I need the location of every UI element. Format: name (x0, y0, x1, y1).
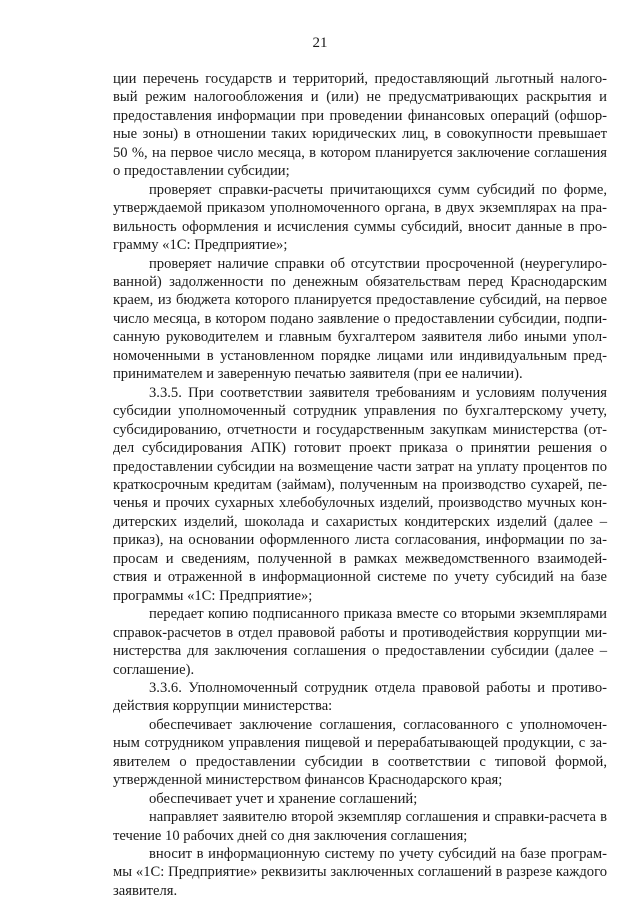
text-line: обеспечивает учет и хранение соглашений; (149, 790, 418, 807)
paragraph (113, 70, 607, 181)
text-line: предоставления информации при проведении финансовых операций (офшор- (113, 107, 607, 124)
text-line: явителем о предоставлении субсидии в соответствии с типовой формой, (113, 753, 607, 770)
text-line: 3.3.6. Уполномоченный сотрудник отдела правовой работы и противо- (149, 679, 607, 696)
paragraph (113, 845, 607, 900)
text-line: ствия и отраженной в информационной системе по учету субсидий на базе (113, 569, 607, 586)
text-line: ванной) задолженности по денежным обязательствам перед Краснодарским (113, 273, 607, 290)
text-line: дел субсидирования АПК) готовит проект приказа о принятии решения о (113, 440, 607, 457)
text-line: ные зоны) в отношении таких юридических лиц, в совокупности превышает (113, 126, 607, 143)
text-line: краем, из бюджета которого планируется предоставление субсидий, на первое (113, 292, 607, 309)
text-line: мы «1С: Предприятие» реквизиты заключенных соглашений в разрезе каждого (113, 864, 607, 881)
text-line: просам и сведениям, полученной в рамках межведомственного взаимодей- (113, 550, 607, 567)
text-line: действия коррупции министерства: (113, 698, 333, 715)
text-line: грамму «1С: Предприятие»; (113, 237, 288, 254)
paragraph (113, 384, 607, 605)
text-line: обеспечивает заключение соглашения, согласованного с уполномочен- (149, 716, 607, 733)
text-line: субсидии уполномоченный сотрудник управления по бухгалтерскому учету, (113, 403, 607, 420)
paragraph (113, 808, 607, 845)
document-body (113, 70, 607, 900)
text-line: число месяца, в котором подано заявление о предоставлении субсидии, подпи- (113, 310, 607, 327)
text-line: санную руководителем и главным бухгалтером заявителя либо иными упол- (113, 329, 607, 346)
text-line: ции перечень государств и территорий, предоставляющий льготный налого- (113, 71, 607, 87)
page-number: 21 (312, 35, 328, 51)
paragraph (113, 716, 607, 790)
text-line: предоставлении субсидии на возмещение части затрат на уплату процентов по (113, 458, 607, 475)
text-line: принимателем и заверенную печатью заявителя (при ее наличии). (113, 366, 523, 383)
text-line: ченья и прочих сухарных хлебобулочных изделий, производство мучных кон- (113, 495, 607, 512)
paragraph (113, 679, 607, 716)
text-line: вносит в информационную систему по учету субсидий на базе програм- (149, 846, 607, 863)
text-line: краткосрочным кредитам (займам), полученным на производство сухарей, пе- (113, 476, 607, 493)
text-line: вильность оформления и исчисления суммы субсидий, вносит данные в про- (113, 218, 607, 235)
text-line: ным сотрудником управления пищевой и перерабатывающей продукции, с за- (113, 735, 607, 752)
text-line: нистерства для заключения соглашения о предоставлении субсидии (далее – (113, 643, 607, 660)
text-line: утверждаемой приказом уполномоченного органа, в двух экземплярах на пра- (113, 200, 607, 217)
paragraph (113, 790, 607, 808)
text-line: направляет заявителю второй экземпляр соглашения и справки-расчета в (149, 809, 607, 826)
text-line: вый режим налогообложения и (или) не предусматривающих раскрытия и (113, 89, 607, 106)
text-line: справок-расчетов в отдел правовой работы и противодействия коррупции ми- (113, 624, 607, 641)
text-line: проверяет наличие справки об отсутствии просроченной (неурегулиро- (149, 255, 607, 272)
text-line: 50 %, на первое число месяца, в котором планируется заключение соглашения (113, 144, 607, 161)
text-line: течение 10 рабочих дней со дня заключения соглашения; (113, 827, 468, 844)
paragraph (113, 605, 607, 679)
text-line: проверяет справки-расчеты причитающихся сумм субсидий по форме, (149, 181, 607, 198)
text-line: заявителя. (113, 882, 178, 899)
paragraph (113, 181, 607, 255)
text-line: дитерских изделий, шоколада и сахаристых кондитерских изделий (далее – (113, 513, 607, 530)
text-line: приказ), на основании оформленного листа согласования, информации по за- (113, 532, 607, 549)
text-line: утвержденной министерством финансов Краснодарского края; (113, 772, 503, 789)
text-line: программы «1С: Предприятие»; (113, 587, 313, 604)
paragraph (113, 255, 607, 384)
text-line: 3.3.5. При соответствии заявителя требованиям и условиям получения (149, 384, 607, 401)
text-line: о предоставлении субсидии; (113, 163, 290, 180)
text-line: соглашение). (113, 661, 195, 678)
text-line: субсидированию, отчетности и государственным закупкам министерства (от- (113, 421, 607, 438)
text-line: передает копию подписанного приказа вместе со вторыми экземплярами (149, 606, 607, 623)
text-line: номоченными в установленном порядке лицами или индивидуальным пред- (113, 347, 607, 364)
